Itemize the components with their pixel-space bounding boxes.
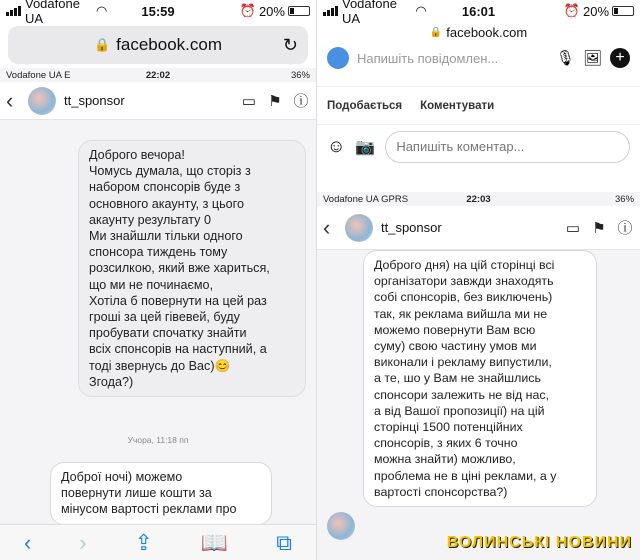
forward-arrow-icon[interactable]: › (79, 529, 87, 555)
browser-toolbar (0, 524, 316, 560)
reload-icon[interactable]: ↻ (282, 34, 298, 55)
battery-icon (612, 6, 634, 16)
tabs-icon[interactable]: ⧉ (276, 529, 292, 555)
comment-button[interactable]: Коментувати (420, 99, 495, 112)
chat-header (317, 206, 640, 250)
inner-battery: 36% (615, 193, 635, 205)
alarm-icon: ⏰ (239, 3, 256, 18)
sender-avatar (327, 512, 355, 540)
video-call-icon[interactable]: ▭ (241, 92, 257, 110)
post-actions (317, 86, 640, 124)
flag-icon[interactable]: ⚑ (268, 92, 282, 110)
embedded-chat-screenshot (0, 68, 316, 524)
message-composer (317, 42, 640, 74)
left-phone-screenshot (0, 0, 316, 560)
status-bar (317, 0, 640, 26)
back-icon[interactable]: ‹ (6, 87, 14, 113)
avatar (28, 87, 56, 115)
lock-icon: 🔒 (429, 26, 443, 38)
info-icon[interactable]: ⓘ (617, 220, 633, 237)
inner-status-bar (317, 192, 640, 206)
status-bar (0, 0, 316, 26)
flag-icon[interactable]: ⚑ (592, 219, 606, 237)
avatar (345, 214, 373, 242)
carrier-label: Vodafone UA (342, 0, 397, 26)
embedded-chat-screenshot (317, 192, 640, 560)
like-button[interactable]: Подобається (327, 99, 403, 112)
message-bubble-received: Доброї ночі) можемо повернути лише кошти за мінусом вартості реклами про (50, 462, 272, 524)
battery-percent: 20% (582, 3, 610, 19)
url-text: facebook.com (446, 24, 528, 40)
signal-icon (6, 6, 21, 16)
lock-icon: 🔒 (93, 37, 111, 52)
camera-icon[interactable] (327, 47, 349, 69)
message-bubble-received: Доброго дня) на цій сторінці всі організатори завжди знаходять собі спонсорів, без виключень) так, як реклама вийшла ми не можемо повернути Вам всю суму) свою частину умов ми виконали і рекламу випустили, а те, шо у Вам не знайшлись спонсори залежить не від нас, а від Вашої пропозиції) на цій сторінці 1500 потенційних спонсорів, з яких 6 точно можна знайти) можливо, проблема не в ціні реклами, а у вартості спонсорства?) (363, 250, 597, 507)
wifi-icon: ◠ (415, 3, 427, 18)
inner-carrier: Vodafone UA E (6, 69, 71, 81)
clock: 16:01 (461, 3, 496, 19)
alarm-icon: ⏰ (563, 3, 580, 18)
address-bar[interactable] (8, 26, 308, 64)
camera-icon[interactable]: 📷 (355, 138, 376, 156)
share-icon[interactable]: ⇪ (134, 529, 153, 555)
carrier-label: Vodafone UA (25, 0, 80, 26)
url-text: facebook.com (116, 35, 223, 54)
back-arrow-icon[interactable]: ‹ (23, 529, 32, 555)
battery-percent: 20% (258, 3, 285, 19)
watermark: ВОЛИНСЬКІ НОВИНИ (446, 534, 632, 551)
chat-username: tt_sponsor (381, 220, 442, 235)
emoji-icon[interactable]: ☺ (327, 136, 346, 156)
wifi-icon: ◠ (95, 3, 108, 18)
message-input[interactable]: Напишіть повідомлен... (357, 50, 499, 66)
comment-bar (317, 124, 640, 168)
info-icon[interactable]: ⓘ (293, 93, 309, 110)
signal-icon (323, 6, 338, 16)
clock: 15:59 (141, 3, 175, 19)
microphone-icon[interactable]: 🎙 (555, 50, 575, 67)
inner-clock: 22:03 (466, 193, 491, 205)
chat-header (0, 82, 316, 120)
inner-clock: 22:02 (145, 69, 171, 81)
inner-status-bar (0, 68, 316, 82)
battery-icon (288, 6, 310, 16)
back-icon[interactable]: ‹ (323, 214, 331, 240)
video-call-icon[interactable]: ▭ (565, 219, 581, 237)
inner-battery: 36% (290, 69, 310, 81)
comment-input[interactable]: Напишіть коментар... (385, 131, 630, 163)
inner-carrier: Vodafone UA GPRS (323, 193, 409, 205)
image-icon[interactable]: 🖼 (582, 50, 602, 67)
right-phone-screenshot (316, 0, 640, 560)
message-timestamp: Учора, 11:18 пп (127, 435, 189, 445)
add-icon[interactable]: + (610, 48, 630, 68)
bookmarks-icon[interactable]: 📖 (200, 529, 229, 555)
message-bubble-sent: Доброго вечора! Чомусь думала, що сторіз з набором спонсорів буде з основного акаунту, з цього акаунту результату 0 Ми знайшли тільки одного спонсора тиждень тому розсилкою, який вже хариться, що ми не починаємо, Хотіла б повернути на цей раз гроші за цей гівевей, буду пробувати спочатку знайти всіх спонсорів на наступний, а тоді звернусь до Вас)😊 Згода?) (78, 140, 306, 397)
chat-username: tt_sponsor (64, 93, 125, 108)
